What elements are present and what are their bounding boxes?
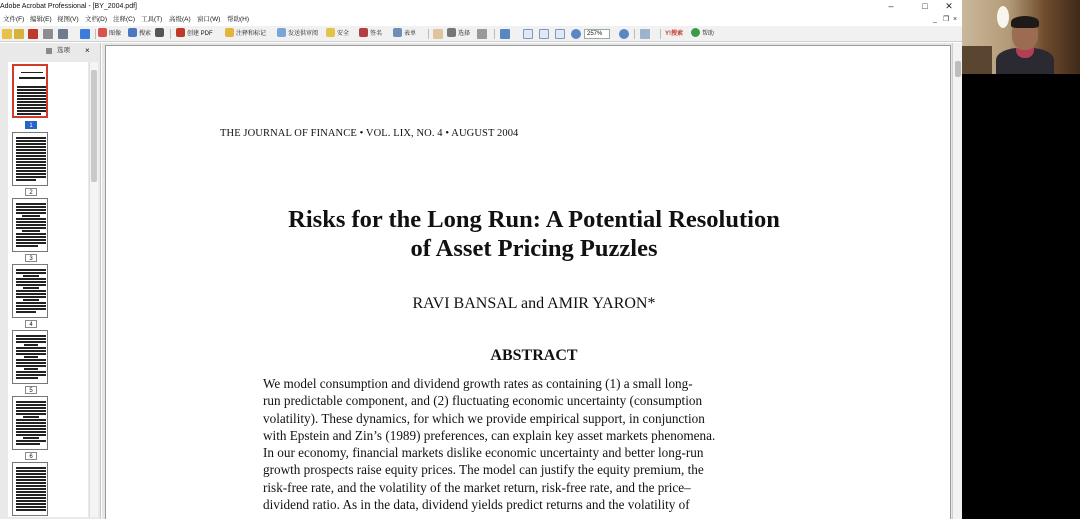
- thumb-line: [17, 101, 47, 103]
- abstract-line: run predictable component, and (2) fluctuating economic uncertainty (consumption: [263, 393, 703, 409]
- toolbar-separator: [634, 29, 635, 39]
- thumb-line: [16, 212, 46, 214]
- forms-label: 表单: [404, 31, 417, 37]
- paper-authors: RAVI BANSAL and AMIR YARON*: [412, 295, 656, 312]
- thumb-line: [17, 92, 47, 94]
- thumb-line: [16, 158, 46, 160]
- thumb-line: [24, 356, 38, 358]
- page-number-label: 6: [25, 452, 37, 460]
- thumb-line: [16, 338, 46, 340]
- menu-comments[interactable]: 注释(C): [113, 16, 136, 23]
- thumb-line: [16, 140, 46, 142]
- thumb-line: [16, 413, 46, 415]
- abstract-line: growth prospects raise equity prices. The model can justify the equity premium, the: [263, 462, 704, 478]
- thumb-line: [16, 284, 46, 286]
- fit-page-icon[interactable]: [539, 29, 549, 39]
- menu-view[interactable]: 视图(V): [57, 16, 79, 23]
- menu-advanced[interactable]: 高级(A): [169, 16, 191, 23]
- thumb-line: [16, 146, 46, 148]
- thumb-line: [16, 305, 46, 307]
- thumb-line: [16, 491, 46, 493]
- thumb-line: [16, 353, 46, 355]
- thumb-line: [16, 137, 46, 139]
- abstract-line: with Epstein and Zin’s (1989) preferences, can explain key asset markets phenomena.: [263, 427, 716, 443]
- pages-panel: [0, 43, 101, 519]
- thumb-line: [22, 215, 40, 217]
- picture-icon: [98, 28, 107, 37]
- thumb-line: [16, 290, 46, 292]
- thumb-line: [16, 410, 46, 412]
- thumb-line: [16, 347, 46, 349]
- doc-restore-button[interactable]: ❐: [943, 16, 950, 23]
- thumb-line: [16, 485, 46, 487]
- abstract-line: In our economy, financial markets dislike economic uncertainty and better long-run: [263, 445, 704, 461]
- thumb-line: [16, 377, 38, 379]
- menu-window[interactable]: 窗口(W): [197, 16, 221, 23]
- options-button[interactable]: 选项: [57, 47, 70, 54]
- thumb-line: [16, 494, 46, 496]
- thumb-line: [16, 341, 46, 343]
- thumb-line: [16, 236, 46, 238]
- doc-minimize-button[interactable]: _: [933, 16, 937, 23]
- hand-icon[interactable]: [433, 29, 443, 39]
- text-cursor-icon: [447, 28, 456, 37]
- picture-label: 图像: [109, 31, 122, 37]
- panel-close-icon[interactable]: ×: [85, 46, 90, 55]
- menu-file[interactable]: 文件(F): [3, 16, 25, 23]
- comment-label: 注释和标记: [236, 31, 267, 37]
- thumb-line: [16, 359, 46, 361]
- thumb-line: [22, 230, 40, 232]
- create-pdf-button[interactable]: [176, 28, 213, 40]
- zoom-in-icon[interactable]: [500, 29, 510, 39]
- thumb-line: [16, 143, 46, 145]
- search-button[interactable]: [128, 28, 151, 40]
- page-number-label: 2: [25, 188, 37, 196]
- toolbar-separator: [95, 29, 96, 39]
- webcam-person-hair: [1011, 16, 1039, 28]
- thumb-line: [16, 401, 46, 403]
- create-pdf-label: 创建 PDF: [187, 31, 213, 37]
- thumb-line: [17, 113, 41, 115]
- thumb-line: [21, 72, 43, 73]
- journal-header: THE JOURNAL OF FINANCE • VOL. LIX, NO. 4 • AUGUST 2004: [220, 128, 519, 139]
- webcam-shelf: [962, 46, 992, 74]
- maximize-button[interactable]: □: [922, 1, 928, 11]
- binoculars-button[interactable]: [155, 28, 166, 40]
- thumb-line: [16, 224, 46, 226]
- print-icon[interactable]: [43, 29, 53, 39]
- thumb-line: [16, 365, 46, 367]
- menu-bar: [0, 14, 962, 26]
- thumb-line: [19, 77, 45, 79]
- menu-tools[interactable]: 工具(T): [141, 16, 163, 23]
- thumb-line: [16, 278, 46, 280]
- paper-title-line-1: Risks for the Long Run: A Potential Resolution: [288, 206, 780, 233]
- thumb-line: [16, 431, 46, 433]
- send-review-button[interactable]: [277, 28, 318, 40]
- thumb-line: [17, 95, 47, 97]
- page-number-label: 3: [25, 254, 37, 262]
- black-area: [962, 74, 1080, 519]
- thumb-line: [17, 86, 47, 88]
- thumb-line: [24, 344, 38, 346]
- pen-icon: [359, 28, 368, 37]
- thumb-line: [16, 419, 46, 421]
- thumb-line: [16, 203, 46, 205]
- page-thumbnail[interactable]: [12, 396, 48, 450]
- send-review-label: 发送供审阅: [288, 31, 319, 37]
- send-review-icon: [277, 28, 286, 37]
- thumb-line: [17, 89, 47, 91]
- thumb-line: [16, 152, 46, 154]
- thumb-line: [16, 209, 46, 211]
- abstract-line: risk-free rate, and the volatility of the market return, risk-free rate, and the price–: [263, 479, 691, 495]
- thumb-line: [16, 482, 46, 484]
- thumb-line: [16, 227, 46, 229]
- thumb-line: [16, 308, 46, 310]
- forms-button[interactable]: [393, 28, 416, 40]
- webcam-lamp: [997, 6, 1009, 28]
- comment-markup-button[interactable]: [225, 28, 266, 40]
- thumb-line: [16, 407, 46, 409]
- fit-width-icon[interactable]: [555, 29, 565, 39]
- thumb-line: [16, 161, 46, 163]
- thumb-line: [16, 425, 46, 427]
- thumb-line: [16, 503, 46, 505]
- help-label: 帮助: [702, 31, 715, 37]
- webcam-video: [962, 0, 1080, 74]
- thumb-line: [24, 368, 38, 370]
- thumb-line: [17, 98, 47, 100]
- email-icon[interactable]: [58, 29, 68, 39]
- thumb-line: [16, 434, 46, 436]
- zoom-out-icon[interactable]: [571, 29, 581, 39]
- abstract-line: dividend ratio. As in the data, dividend yields predict returns and the volatility of: [263, 497, 690, 513]
- toolbar-separator: [170, 29, 171, 39]
- lock-icon: [326, 28, 335, 37]
- page-number-label: 5: [25, 386, 37, 394]
- save-icon[interactable]: [28, 29, 38, 39]
- thumb-line: [16, 218, 46, 220]
- abstract-line: volatility). These dynamics, for which we provide empirical support, in conjunction: [263, 410, 705, 426]
- thumb-line: [23, 275, 39, 277]
- document-scrollbar-thumb[interactable]: [955, 61, 961, 77]
- thumb-line: [16, 239, 46, 241]
- binoculars-icon: [155, 28, 164, 37]
- toolbar-separator: [660, 29, 661, 39]
- sign-button[interactable]: [359, 28, 382, 40]
- pdf-page: [105, 45, 951, 519]
- abstract-body: [263, 375, 805, 513]
- thumbnails-scrollbar[interactable]: [89, 62, 98, 517]
- thumb-line: [16, 233, 46, 235]
- thumb-line: [16, 470, 46, 472]
- thumb-line: [23, 287, 39, 289]
- thumb-line: [16, 500, 46, 502]
- search-label: 搜索: [139, 31, 152, 37]
- thumb-line: [16, 164, 46, 166]
- page-thumbnail[interactable]: [12, 64, 48, 118]
- thumb-line: [16, 422, 46, 424]
- thumb-line: [16, 428, 46, 430]
- thumb-line: [16, 149, 46, 151]
- help-icon: [691, 28, 700, 37]
- thumb-line: [16, 176, 46, 178]
- toolbar-separator: [428, 29, 429, 39]
- search-icon: [128, 28, 137, 37]
- select-button[interactable]: [447, 28, 470, 40]
- page-thumbnail[interactable]: [12, 132, 48, 186]
- thumb-line: [16, 371, 46, 373]
- help-button[interactable]: [691, 28, 714, 40]
- secure-label: 安全: [337, 31, 350, 37]
- thumb-line: [16, 296, 46, 298]
- thumb-line: [17, 107, 47, 109]
- zoom-in-circle-icon[interactable]: [619, 29, 629, 39]
- page-thumbnail[interactable]: [12, 330, 48, 384]
- thumb-line: [16, 467, 46, 469]
- thumb-line: [16, 488, 46, 490]
- page-thumbnail[interactable]: [12, 462, 48, 516]
- thumb-line: [16, 302, 46, 304]
- form-icon: [393, 28, 402, 37]
- thumb-line: [16, 443, 40, 445]
- zoom-level-input[interactable]: 257%: [584, 29, 610, 39]
- page-thumbnails: [8, 62, 88, 517]
- panel-menu-icon[interactable]: [46, 48, 52, 54]
- thumb-line: [16, 272, 46, 274]
- toolbar: [0, 26, 962, 42]
- thumb-line: [16, 281, 46, 283]
- thumb-line: [16, 269, 46, 271]
- thumb-line: [16, 311, 36, 313]
- secure-button[interactable]: [326, 28, 349, 40]
- document-scrollbar[interactable]: [952, 43, 962, 519]
- thumb-line: [16, 206, 46, 208]
- abstract-heading: ABSTRACT: [490, 347, 578, 364]
- thumb-line: [16, 362, 46, 364]
- comment-icon: [225, 28, 234, 37]
- thumb-line: [16, 479, 46, 481]
- thumb-line: [16, 245, 38, 247]
- doc-close-button[interactable]: ×: [953, 16, 958, 23]
- thumb-line: [23, 437, 39, 439]
- thumb-line: [16, 155, 46, 157]
- thumb-line: [16, 179, 36, 181]
- actual-size-icon[interactable]: [523, 29, 533, 39]
- toolbar-separator: [494, 29, 495, 39]
- thumb-line: [16, 173, 46, 175]
- close-button[interactable]: ✕: [945, 1, 953, 11]
- thumb-line: [16, 374, 46, 376]
- open-icon[interactable]: [2, 29, 12, 39]
- thumb-line: [16, 293, 46, 295]
- thumb-line: [16, 473, 46, 475]
- select-label: 选择: [458, 31, 471, 37]
- thumb-line: [17, 110, 47, 112]
- thumb-line: [23, 299, 39, 301]
- picture-button[interactable]: [98, 28, 121, 40]
- thumb-line: [16, 221, 46, 223]
- thumb-line: [16, 476, 46, 478]
- page-layout-icon[interactable]: [640, 29, 650, 39]
- minimize-button[interactable]: –: [888, 1, 894, 11]
- thumb-line: [16, 170, 46, 172]
- menu-help[interactable]: 帮助(H): [227, 16, 250, 23]
- page-thumbnail[interactable]: [12, 264, 48, 318]
- thumb-line: [16, 404, 46, 406]
- sign-label: 签名: [370, 31, 383, 37]
- page-number-label: 4: [25, 320, 37, 328]
- thumb-line: [16, 167, 46, 169]
- paper-title-line-2: of Asset Pricing Puzzles: [410, 235, 658, 262]
- thumb-line: [16, 335, 46, 337]
- thumb-line: [16, 440, 46, 442]
- title-bar: [0, 0, 962, 14]
- menu-edit[interactable]: 编辑(E): [30, 16, 52, 23]
- thumb-line: [17, 104, 47, 106]
- thumb-line: [16, 242, 46, 244]
- yahoo-search-button[interactable]: Y!搜索: [665, 31, 684, 37]
- thumb-line: [16, 506, 46, 508]
- thumb-line: [16, 497, 46, 499]
- thumb-line: [23, 416, 39, 418]
- page-thumbnail[interactable]: [12, 198, 48, 252]
- pages-panel-header: [0, 43, 101, 59]
- snapshot-icon[interactable]: [477, 29, 487, 39]
- page-number-label: 1: [25, 121, 37, 129]
- attach-icon[interactable]: [80, 29, 90, 39]
- window-title: Adobe Acrobat Professional - [BY_2004.pdf]: [0, 3, 137, 10]
- folder-icon[interactable]: [14, 29, 24, 39]
- thumbnails-scrollbar-thumb[interactable]: [91, 70, 97, 182]
- abstract-line: We model consumption and dividend growth rates as containing (1) a small long-: [263, 376, 693, 391]
- thumb-line: [16, 509, 46, 511]
- menu-document[interactable]: 文档(D): [85, 16, 108, 23]
- thumb-line: [16, 350, 46, 352]
- create-pdf-icon: [176, 28, 185, 37]
- document-view: [102, 43, 962, 519]
